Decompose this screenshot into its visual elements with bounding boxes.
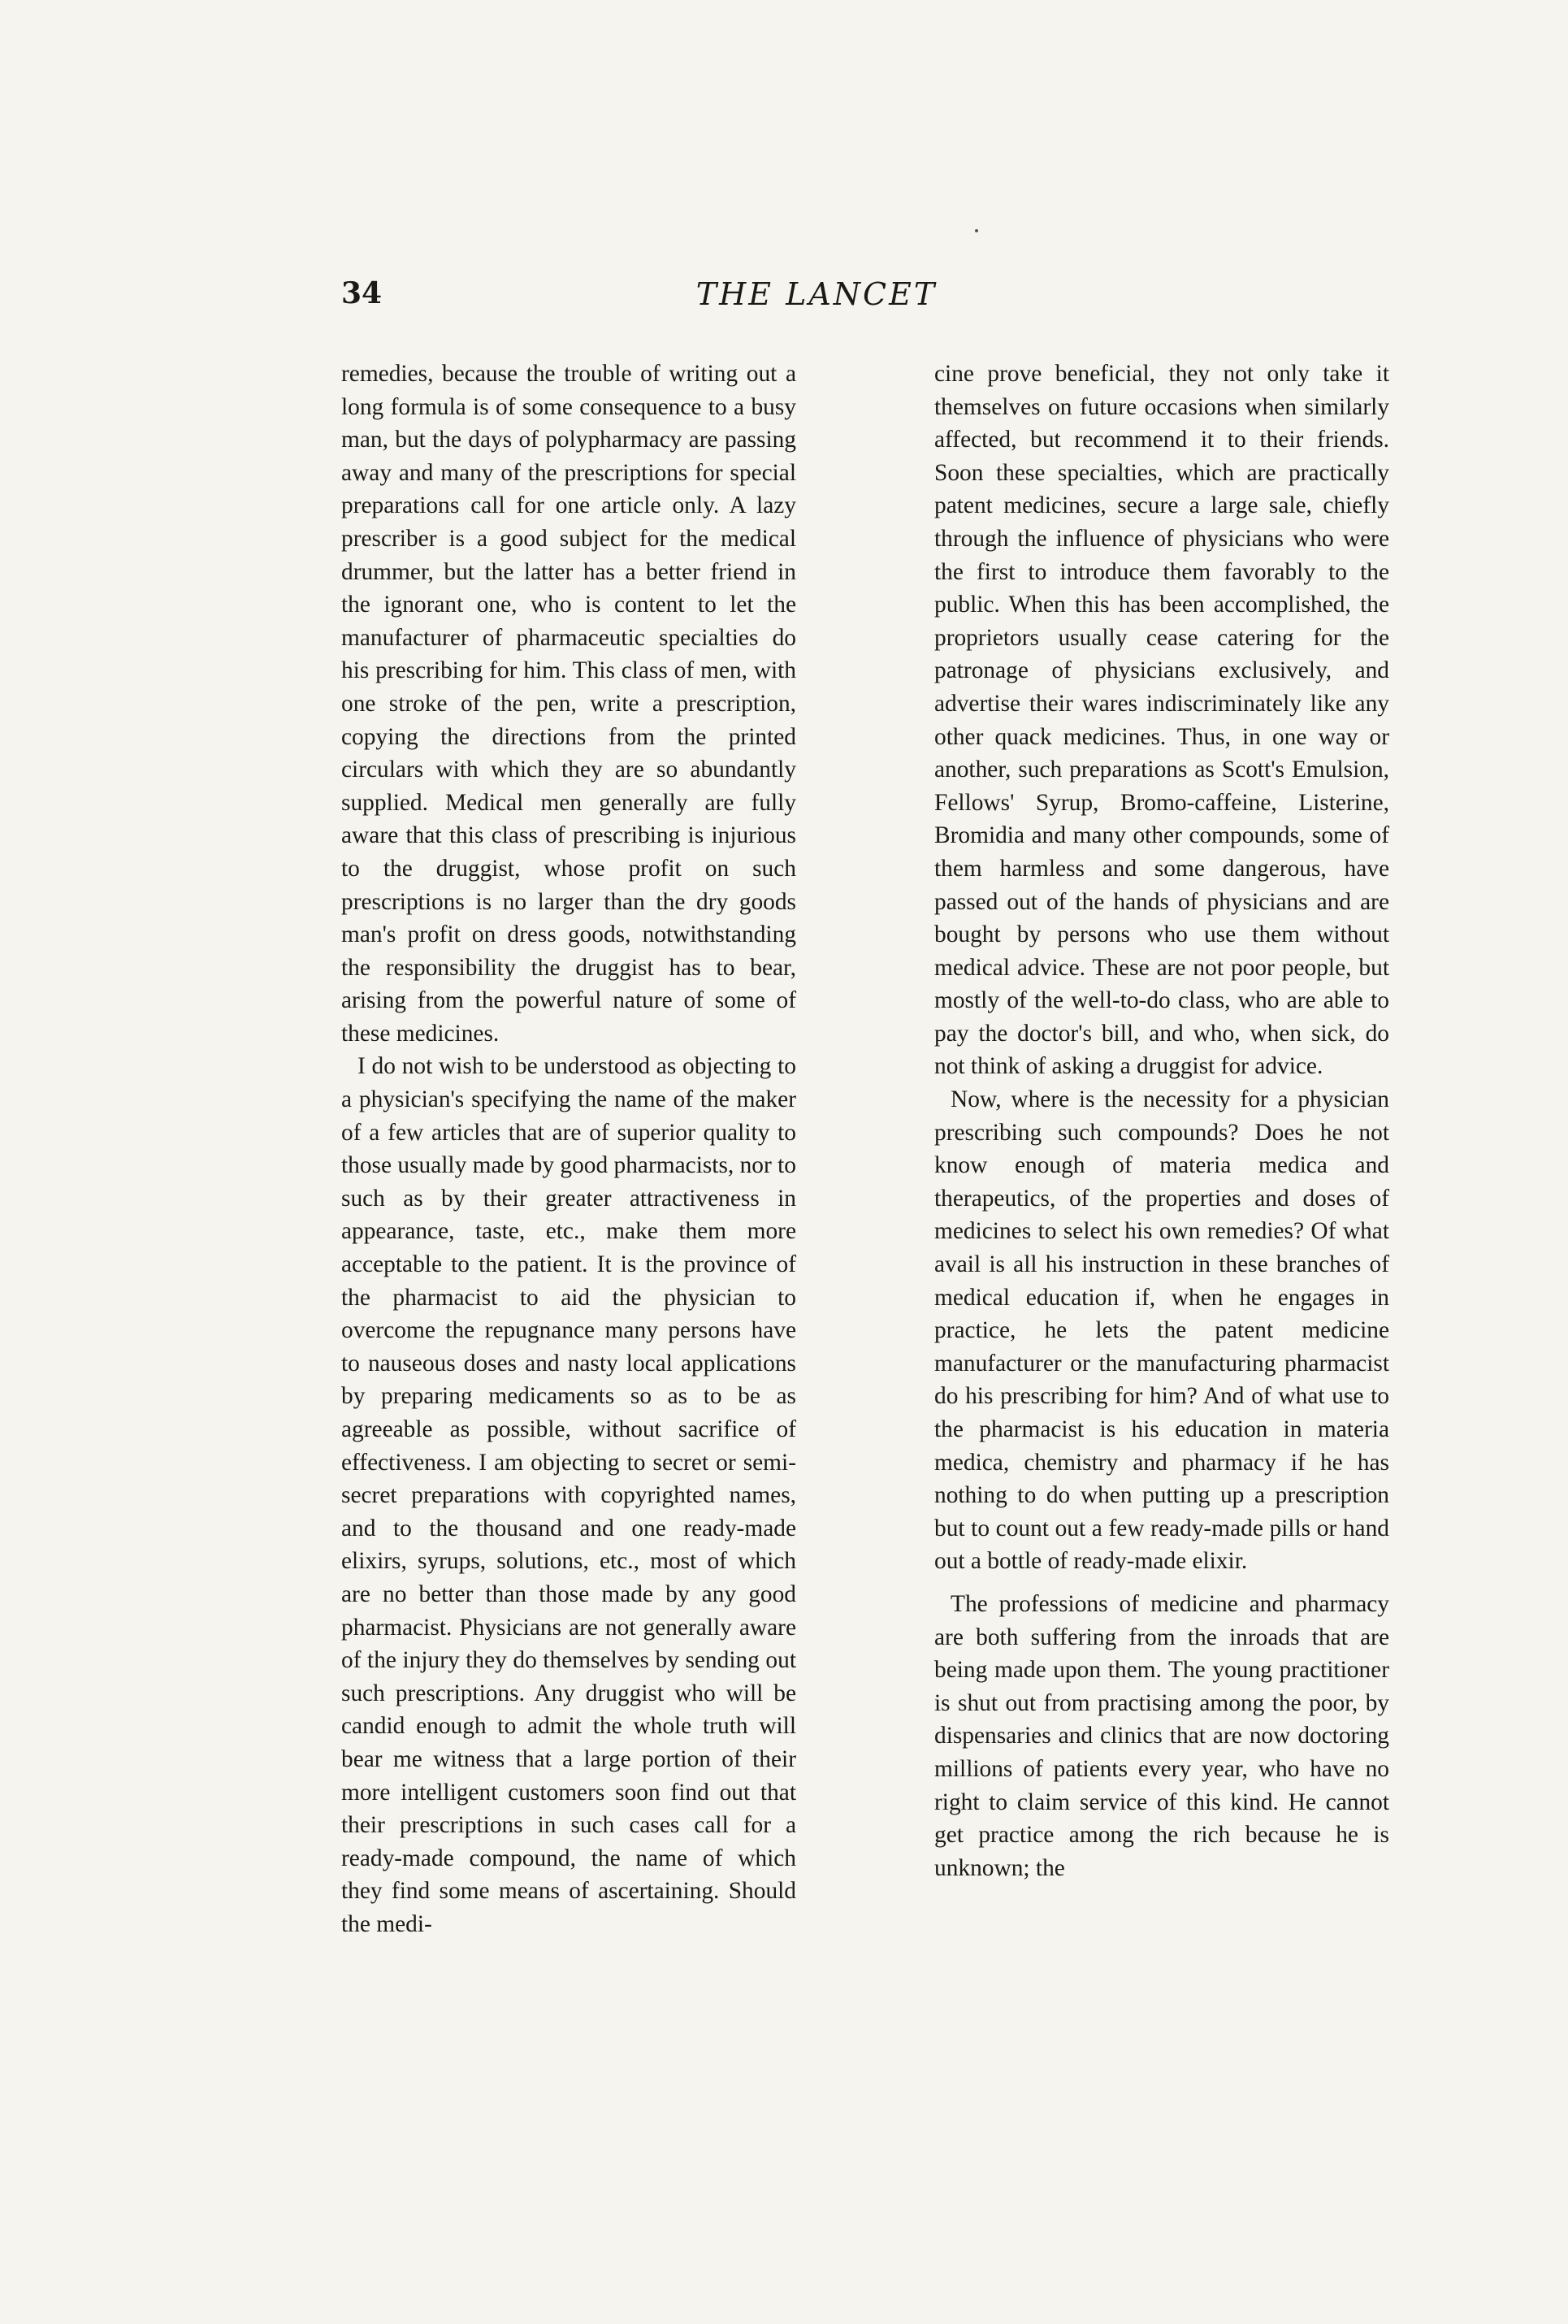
page-number: 34 xyxy=(341,276,383,310)
paragraph: cine prove beneficial, they not only take it themselves on future occasions when similarly affected, but recommend it to their friends. Soon these specialties, which are practically patent medicines, secure a large sale, chiefly through the influence of physicians who were the first to introduce them favorably to the public. When this has been accomplished, the proprietors usually cease catering for the patronage of physicians exclusively, and advertise their wares indiscriminately like any other quack medicines. Thus, in one way or another, such preparations as Scott's Emulsion, Fellows' Syrup, Bromo-caffeine, Listerine, Bromidia and many other compounds, some of them harmless and some dangerous, have passed out of the hands of physicians and are bought by persons who use them without medical advice. These are not poor people, but mostly of the well-to-do class, who are able to pay the doctor's bill, and who, when sick, do not think of asking a druggist for advice. xyxy=(934,361,1389,1080)
running-title: THE LANCET xyxy=(695,276,938,312)
page-header xyxy=(341,276,1292,325)
paragraph: The professions of medicine and pharmacy are both suffering from the inroads that are being made upon them. The young practitioner is shut out from practising among the poor, by dispensaries and clinics that are now doctoring millions of patients every year, who have no right to claim service of this kind. He cannot get practice among the rich because he is unknown; the xyxy=(934,1590,1389,1881)
paragraph: I do not wish to be understood as objecting to a physician's specifying the name of the maker of a few articles that are of superior quality to those usually made by good pharmacists, nor to such as by their greater attractiveness in appearance, taste, etc., make them more acceptable to the patient. It is the province of the pharmacist to aid the physician to overcome the repugnance many persons have to nauseous doses and nasty local applications by preparing medicaments so as to be as agreeable as possible, without sacrifice of effectiveness. I am objecting to secret or semi-secret preparations with copyrighted names, and to the thousand and one ready-made elixirs, syrups, solutions, etc., most of which are no better than those made by any good pharmacist. Physicians are not generally aware of the injury they do themselves by sending out such prescriptions. Any druggist who will be candid enough to admit the whole truth will bear me witness that a large portion of their more intelligent customers soon find out that their prescriptions in such cases call for a ready-made compound, the name of which they find some means of ascertaining. Should the medi- xyxy=(341,1053,796,1937)
paragraph: remedies, because the trouble of writing out a long formula is of some consequence to a busy man, but the days of polypharmacy are passing away and many of the prescriptions for special preparations call for one article only. A lazy prescriber is a good subject for the medical drummer, but the latter has a better friend in the ignorant one, who is content to let the manufacturer of pharmaceutic specialties do his prescribing for him. This class of men, with one stroke of the pen, write a prescription, copying the directions from the printed circulars with which they are so abundantly supplied. Medical men generally are fully aware that this class of prescribing is injurious to the druggist, whose profit on such prescriptions is no larger than the dry goods man's profit on dress goods, notwithstanding the responsibility the druggist has to bear, arising from the powerful nature of some of these medicines. xyxy=(341,361,796,1047)
print-speck xyxy=(975,229,978,232)
right-column xyxy=(934,358,1389,1884)
paragraph: Now, where is the necessity for a physician prescribing such compounds? Does he not know enough of materia medica and therapeutics, of the properties and doses of medicines to select his own remedies? Of what avail is all his instruction in these branches of medical education if, when he engages in practice, he lets the patent medicine manufacturer or the manufacturing pharmacist do his prescribing for him? And of what use to the pharmacist is his education in materia medica, chemistry and pharmacy if he has nothing to do when putting up a prescription but to count out a few ready-made pills or hand out a bottle of ready-made elixir. xyxy=(934,1086,1389,1575)
left-column xyxy=(341,358,796,1941)
